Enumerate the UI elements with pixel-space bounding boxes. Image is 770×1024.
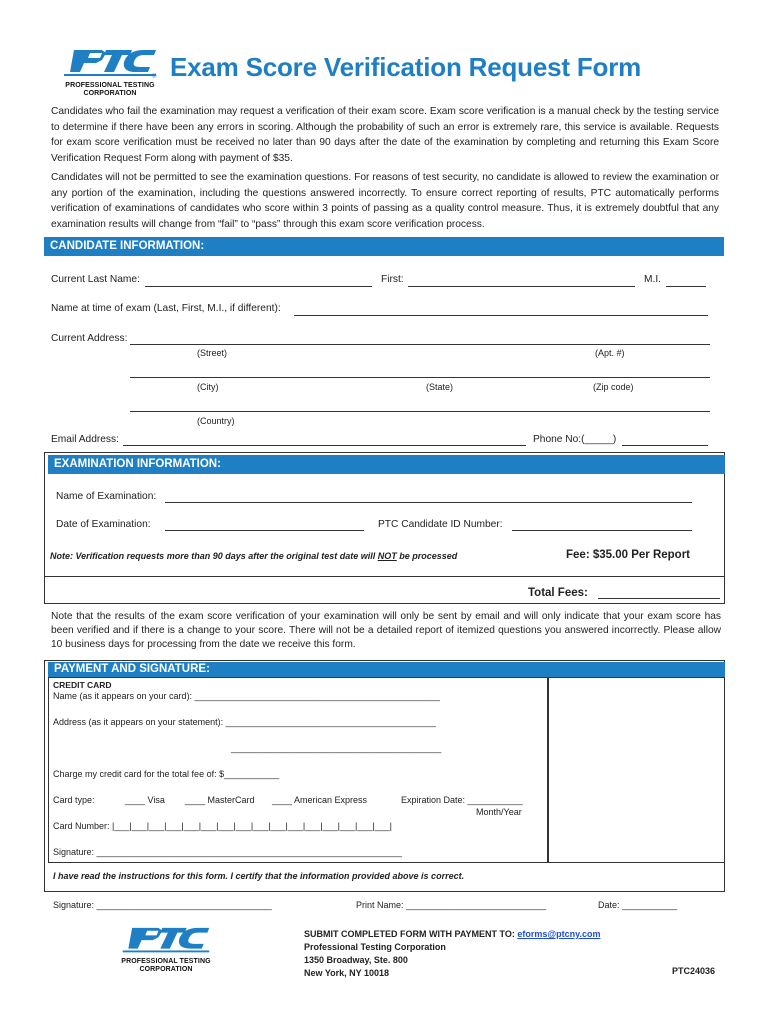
card-signature-field[interactable]: Signature: _____________________________________________________________ bbox=[53, 847, 402, 857]
statement-address-continued[interactable]: __________________________________________ bbox=[231, 743, 442, 753]
last-name-field[interactable] bbox=[145, 286, 372, 287]
company-name: Professional Testing Corporation bbox=[304, 942, 446, 952]
name-at-exam-field[interactable] bbox=[294, 315, 708, 316]
street-caption: (Street) bbox=[197, 348, 228, 358]
phone-label: Phone No:(_____) bbox=[533, 434, 617, 445]
footer-ptc-logo bbox=[118, 926, 214, 974]
exam-deadline-note: Note: Verification requests more than 90 days after the original test date will NOT be processed bbox=[50, 551, 458, 561]
form-code: PTC24036 bbox=[672, 966, 716, 976]
exam-divider bbox=[44, 576, 725, 577]
date-field[interactable]: Date: ___________ bbox=[598, 900, 678, 910]
phone-field[interactable] bbox=[622, 445, 708, 446]
street-field[interactable] bbox=[130, 344, 710, 345]
certification-statement: I have read the instructions for this form. I certify that the information provided above is correct. bbox=[53, 871, 465, 881]
name-on-card-field[interactable]: Name (as it appears on your card): _________________________________________________ bbox=[53, 691, 440, 701]
city-state-zip-field[interactable] bbox=[130, 377, 710, 378]
total-fees-label: Total Fees: bbox=[528, 587, 588, 599]
ptc-logo-mark bbox=[62, 48, 158, 82]
page-title: Exam Score Verification Request Form bbox=[170, 52, 642, 82]
footer-logo-line-2: CORPORATION bbox=[139, 966, 193, 973]
signature-field[interactable]: Signature: ___________________________________ bbox=[53, 900, 272, 910]
candidate-id-field[interactable] bbox=[512, 530, 692, 531]
statement-address-field[interactable]: Address (as it appears on your statement): __________________________________________ bbox=[53, 717, 436, 727]
fee-per-report: Fee: $35.00 Per Report bbox=[566, 549, 691, 561]
exam-name-field[interactable] bbox=[165, 502, 692, 503]
card-number-field[interactable]: Card Number: |___|___|___|___|___|___|___|___|___|___|___|___|___|___|___|___| bbox=[53, 821, 393, 831]
country-field[interactable] bbox=[130, 411, 710, 412]
footer-ptc-logo-mark bbox=[118, 926, 214, 958]
logo-line-2: CORPORATION bbox=[83, 90, 137, 97]
total-fees-field[interactable] bbox=[598, 598, 720, 599]
exam-date-field[interactable] bbox=[165, 530, 364, 531]
last-name-label: Current Last Name: bbox=[51, 274, 140, 285]
amex-option[interactable]: ____ American Express bbox=[272, 795, 368, 805]
logo-line-1: PROFESSIONAL TESTING bbox=[65, 82, 155, 89]
city-caption: (City) bbox=[197, 382, 219, 392]
mi-field[interactable] bbox=[666, 286, 706, 287]
intro-paragraph-2: Candidates will not be permitted to see the examination questions. For reasons of test security, no candidate is allowed to review the examination or any portion of the examination, including the questions answered incorrectly. To ensure correct reporting of results, PTC automatically performs verification of examinations of candidates who score within 3 points of passing as a quality control measure. Thus, it is extremely doubtful that any examination results will change from “fail” to “pass” through this exam score verification process. bbox=[51, 172, 719, 230]
first-name-label: First: bbox=[381, 274, 404, 285]
payment-section-header: PAYMENT AND SIGNATURE: bbox=[48, 662, 725, 677]
submit-instructions: SUBMIT COMPLETED FORM WITH PAYMENT TO: eforms@ptcny.com bbox=[304, 929, 601, 939]
mastercard-option[interactable]: ____ MasterCard bbox=[185, 795, 255, 805]
candidate-id-label: PTC Candidate ID Number: bbox=[378, 519, 503, 530]
ptc-logo bbox=[62, 48, 158, 98]
intro-paragraph-1: Candidates who fail the examination may request a verification of their exam score. Exam score verification is a manual check by the testing service to determine if there have been any errors in scoring. Although the probability of such an error is extremely rare, this service is available. Requests for exam score verification must be received no later than 90 days after the date of the examination by completing and returning this Exam Score Verification Request Form along with payment of $35. bbox=[51, 106, 719, 164]
svg-text:®: ® bbox=[152, 74, 157, 80]
apt-caption: (Apt. #) bbox=[595, 348, 625, 358]
credit-card-label: CREDIT CARD bbox=[53, 680, 112, 690]
company-street: 1350 Broadway, Ste. 800 bbox=[304, 955, 408, 965]
notes-box bbox=[548, 677, 725, 863]
first-name-field[interactable] bbox=[408, 286, 635, 287]
charge-amount-field[interactable]: Charge my credit card for the total fee of: $___________ bbox=[53, 769, 280, 779]
results-note: Note that the results of the exam score verification of your examination will only be sent by email and will only indicate that your exam score has been verified and if there is a change to your score. There will not be a detailed report of itemized questions you answered incorrectly. Please allow 10 business days for processing from the date we receive this form. bbox=[51, 611, 721, 650]
card-type-label: Card type: bbox=[53, 795, 95, 805]
visa-option[interactable]: ____ Visa bbox=[125, 795, 165, 805]
email-label: Email Address: bbox=[51, 434, 119, 445]
email-field[interactable] bbox=[123, 445, 526, 446]
month-year-caption: Month/Year bbox=[476, 807, 522, 817]
mi-label: M.I. bbox=[644, 274, 661, 285]
expiration-field[interactable]: Expiration Date: ___________ bbox=[401, 795, 523, 805]
zip-caption: (Zip code) bbox=[593, 382, 634, 392]
address-label: Current Address: bbox=[51, 333, 128, 344]
submit-email-link[interactable]: eforms@ptcny.com bbox=[517, 929, 601, 939]
candidate-section-header: CANDIDATE INFORMATION: bbox=[44, 237, 724, 256]
state-caption: (State) bbox=[426, 382, 454, 392]
company-city: New York, NY 10018 bbox=[304, 968, 390, 978]
exam-name-label: Name of Examination: bbox=[56, 491, 157, 502]
exam-section-header: EXAMINATION INFORMATION: bbox=[48, 455, 725, 474]
footer-logo-line-1: PROFESSIONAL TESTING bbox=[121, 958, 211, 965]
country-caption: (Country) bbox=[197, 416, 235, 426]
exam-date-label: Date of Examination: bbox=[56, 519, 151, 530]
print-name-field[interactable]: Print Name: ____________________________ bbox=[356, 900, 547, 910]
name-at-exam-label: Name at time of exam (Last, First, M.I., if different): bbox=[51, 303, 281, 314]
